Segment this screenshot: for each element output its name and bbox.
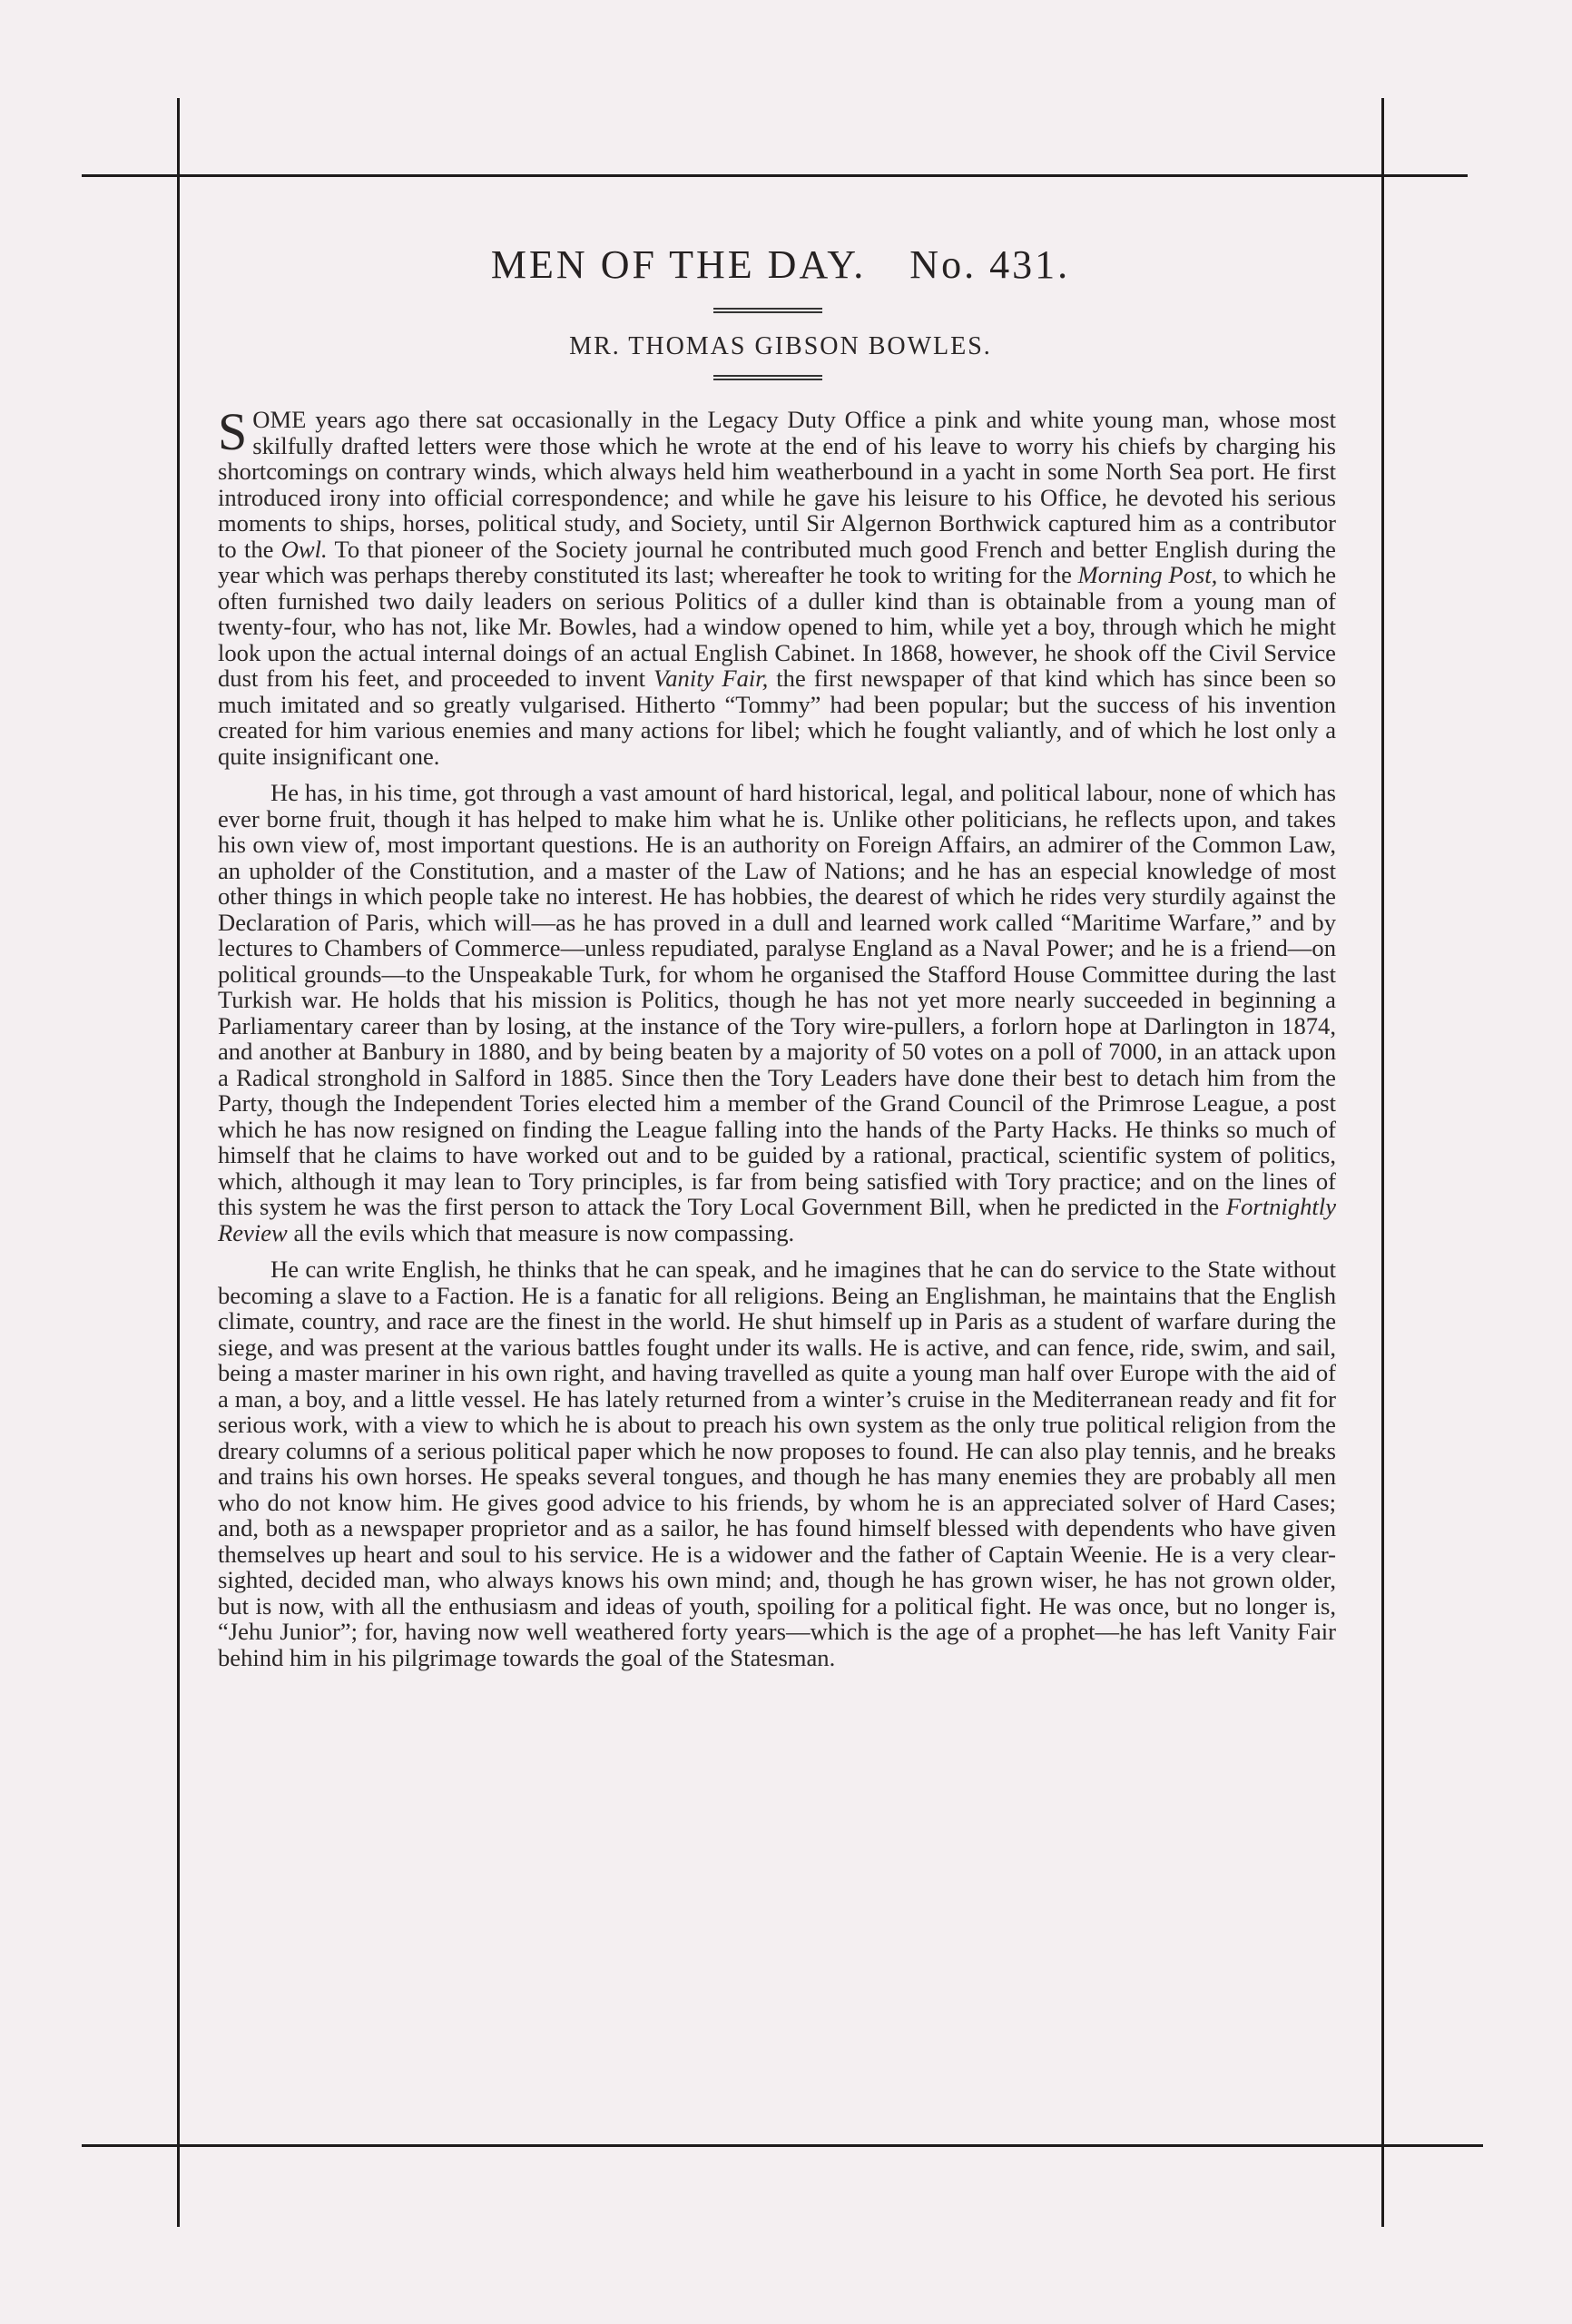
bottom-border-rule (82, 2144, 1483, 2147)
paragraph-1-text-a: OME years ago there sat occasionally in the Legacy Duty Office a pink and white young man, whose most skilfully drafted letters were those which he wrote at the end of his leave to worry his chiefs by charging his shortcomings on contrary winds, which always held him weatherbound in a yacht in some North Sea port. He first introduced irony into official correspondence; and while he gave his leisure to his Office, he devoted his serious moments to ships, horses, political study, and Society, until Sir Algernon Borthwick captured him as a contributor to the (218, 406, 1336, 563)
paragraph-1-text-d: the first newspaper of that kind which has since been so much imitated and so greatly vulgarised. Hitherto “Tommy” had been popular; but the success of his invention created for him various enemies and many actions for libel; which he fought valiantly, and of which he lost only a quite insignificant one. (218, 665, 1337, 770)
italic-owl: Owl. (280, 535, 328, 563)
page-title (180, 238, 1381, 292)
article-body (218, 402, 1337, 1681)
left-border-rule (177, 98, 180, 2227)
paragraph-2-text-b: all the evils which that measure is now compassing. (287, 1218, 795, 1246)
italic-fortnightly-review: Fortnightly Review (218, 1193, 1336, 1246)
paragraph-1-text-b: To that pioneer of the Society journal he contributed much good French and better English during the year which was perhaps thereby constituted its last; whereafter he took to writing for the (218, 535, 1336, 588)
right-border-rule (1381, 98, 1384, 2227)
paragraph-2-text-a: He has, in his time, got through a vast amount of hard historical, legal, and political labour, none of which has ever borne fruit, though it has helped to make him what he is. Unlike other politicians, he reflects upon, and takes his own view of, most important questions. He is an authority on Foreign Affairs, an admirer of the Common Law, an upholder of the Constitution, and a master of the Law of Nations; and he has an especial knowledge of most other things in which people take no interest. He has hobbies, the dearest of which he rides very sturdily against the Declaration of Paris, which will—as he has proved in a dull and learned work called “Maritime Warfare,” and by lectures to Chambers of Commerce—unless repudiated, paralyse England as a Naval Power; and he is a friend—on political grounds—to the Unspeakable Turk, for whom he organised the Stafford House Committee during the last Turkish war. He holds that his mission is Politics, though he has not yet more nearly succeeded in beginning a Parliamentary career than by losing, at the instance of the Tory wire-pullers, a forlorn hope at Darlington in 1874, and another at Banbury in 1880, and by being beaten by a majority of 50 votes on a poll of 7000, in an attack upon a Radical stronghold in Salford in 1885. Since then the Tory Leaders have done their best to detach him from the Party, though the Independent Tories elected him a member of the Grand Council of the Primrose League, a post which he has now resigned on finding the League falling into the hands of the Party Hacks. He thinks so much of himself that he claims to have worked out and to be guided by a rational, practical, scientific system of politics, which, although it may lean to Tory principles, is far from being satisfied with Tory practice; and on the lines of this system he was the first person to attack the Tory Local Government Bill, when he predicted in the (218, 779, 1336, 1220)
paragraph-1-text-c: to which he often furnished two daily leaders on serious Politics of a duller kind than is obtainable from a young man of twenty-four, who has not, like Mr. Bowles, had a window opened to him, while yet a boy, through which he might look upon the actual internal doings of an actual English Cabinet. In 1868, however, he shook off the Civil Service dust from his feet, and proceeded to invent (218, 561, 1337, 692)
paragraph-1 (218, 402, 1337, 770)
paragraph-3 (218, 1256, 1336, 1670)
italic-morning-post: Morning Post, (1077, 561, 1218, 588)
title-divider (713, 308, 822, 313)
top-border-rule (82, 174, 1468, 177)
title-text: MEN OF THE DAY. (490, 242, 867, 287)
italic-vanity-fair: Vanity Fair, (653, 665, 769, 692)
paragraph-2 (218, 780, 1336, 1246)
subtitle: MR. THOMAS GIBSON BOWLES. (569, 332, 992, 360)
issue-number: No. 431. (909, 242, 1071, 287)
paragraph-3-text: He can write English, he thinks that he can speak, and he imagines that he can do service to the State without becoming a slave to a Faction. He is a fanatic for all religions. Being an Englishman, he maintains that the English climate, country, and race are the finest in the world. He shut himself up in Paris as a student of warfare during the siege, and was present at the various battles fought under its walls. He is active, and can fence, ride, swim, and sail, being a master mariner in his own right, and having travelled as quite a young man half over Europe with the aid of a man, a boy, and a little vessel. He has lately returned from a winter’s cruise in the Mediterranean ready and fit for serious work, with a view to which he is about to preach his own system as the only true political religion from the dreary columns of a serious political paper which he now proposes to found. He can also play tennis, and he breaks and trains his own horses. He speaks several tongues, and though he has many enemies they are probably all men who do not know him. He gives good advice to his friends, by whom he is an appreciated solver of Hard Cases; and, both as a newspaper proprietor and as a sailor, he has found himself blessed with dependents who have given themselves up heart and soul to his service. He is a widower and the father of Captain Weenie. He is a very clear-sighted, decided man, who always knows his own mind; and, though he has grown wiser, he has not grown older, but is now, with all the enthusiasm and ideas of youth, spoiling for a political fight. He was once, but no longer is, “Jehu Junior”; for, having now well weathered forty years—which is the age of a prophet—he has left Vanity Fair behind him in his pilgrimage towards the goal of the Statesman. (218, 1256, 1336, 1671)
subtitle-divider (713, 375, 822, 380)
drop-cap: S (218, 402, 248, 461)
